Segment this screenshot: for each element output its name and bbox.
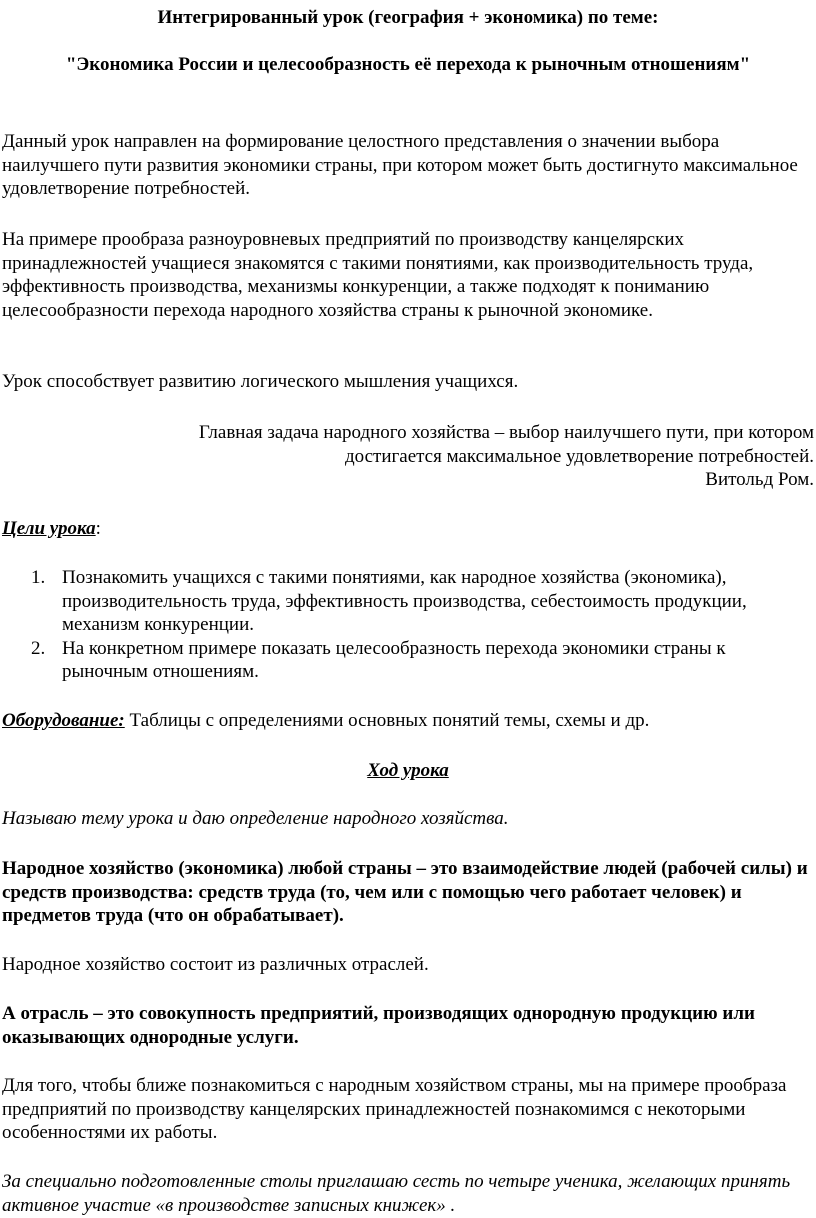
lesson-intro-italic: Называю тему урока и даю определение народного хозяйства. [2, 808, 509, 829]
goals-heading [2, 517, 814, 541]
goals-heading-colon: : [95, 518, 101, 539]
lesson-heading: Ход урока [367, 760, 449, 781]
goal-item [2, 566, 814, 637]
epigraph-author: Витольд Ром. [705, 469, 814, 490]
title-line-1: Интегрированный урок (география + экономика) по теме: [157, 7, 659, 28]
example-paragraph: Для того, чтобы ближе познакомиться с народным хозяйством страны, мы на примере прообраза предприятий по производству канцелярских принадлежностей познакомимся с некоторыми особенностями их работы. [2, 1075, 787, 1143]
goal-text: Познакомить учащихся с такими понятиями, как народное хозяйства (экономика), производительность труда, эффективность производства, себестоимость продукции, механизм конкуренции. [62, 567, 747, 635]
title-line-2: "Экономика России и целесообразность её перехода к рыночным отношениям" [65, 54, 751, 75]
epigraph-line-2: достигается максимальное удовлетворение потребностей. [344, 445, 814, 467]
invitation-italic: За специально подготовленные столы приглашаю сесть по четыре ученика, желающих принять активное участие «в производстве записных книжек» . [2, 1171, 791, 1216]
equipment-label: Оборудование: [2, 710, 125, 731]
goal-item [2, 637, 814, 684]
intro-paragraph-1: Данный урок направлен на формирование целостного представления о значении выбора наилучшего пути развития экономики страны, при котором может быть достигнуто максимальное удовлетворение потребностей. [2, 131, 798, 199]
goal-text: На конкретном примере показать целесообразность перехода экономики страны к рыночным отношениям. [62, 637, 726, 682]
epigraph [2, 421, 814, 492]
goals-heading-label: Цели урока [2, 518, 96, 539]
equipment-text: Таблицы с определениями основных понятий темы, схемы и др. [124, 710, 650, 731]
intro-paragraph-3: Урок способствует развитию логического мышления учащихся. [2, 371, 519, 392]
goals-list [2, 566, 814, 684]
epigraph-line-1: Главная задача народного хозяйства – выбор наилучшего пути, при котором [198, 422, 814, 443]
economy-definition: Народное хозяйство (экономика) любой страны – это взаимодействие людей (рабочей силы) и средств производства: средств труда (то, чем или с помощью чего работает человек) и предметов труда (что он обрабатывает). [2, 858, 808, 926]
goal-number: 2. [31, 637, 46, 659]
goal-number: 1. [31, 567, 46, 588]
industries-sentence: Народное хозяйство состоит из различных отраслей. [2, 954, 429, 975]
equipment-paragraph [2, 709, 814, 733]
industry-definition: А отрасль – это совокупность предприятий, производящих однородную продукцию или оказывающих однородные услуги. [2, 1003, 755, 1048]
intro-paragraph-2: На примере прообраза разноуровневых предприятий по производству канцелярских принадлежностей учащиеся знакомятся с такими понятиями, как производительность труда, эффективность производства, механизмы конкуренции, а также подходят к пониманию целесообразности перехода народного хозяйства страны к рыночной экономике. [2, 229, 754, 321]
